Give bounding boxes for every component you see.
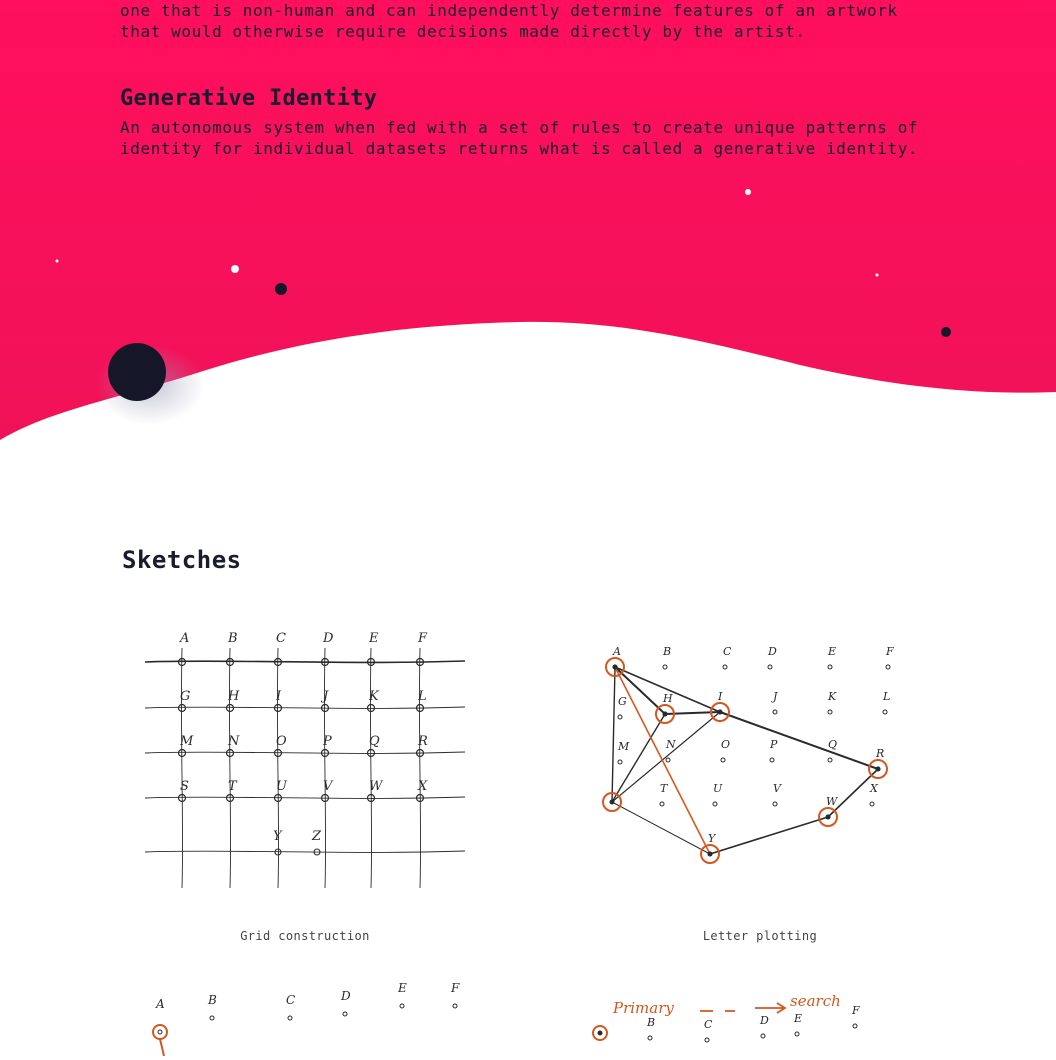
sketch-letter: V xyxy=(323,779,333,794)
plot-node xyxy=(883,710,887,714)
plot-connector xyxy=(160,1039,164,1056)
plot-node xyxy=(210,1016,214,1020)
plot-node xyxy=(828,665,832,669)
sketch-letter: Q xyxy=(828,738,838,751)
hero-wave-background xyxy=(0,0,1056,460)
sketch-letter: F xyxy=(886,645,894,658)
sketch-letter: C xyxy=(723,645,732,658)
primary-search-drawing xyxy=(585,978,885,1056)
sketch-letter: P xyxy=(770,738,778,751)
plot-node-filled xyxy=(708,852,713,857)
sketch-letter: X xyxy=(870,782,878,795)
intro-text-block xyxy=(120,0,940,42)
letter-plot-drawing xyxy=(590,630,920,870)
highlight-circle xyxy=(153,1025,167,1039)
sketch-letter: N xyxy=(228,734,240,749)
sketch-letter: V xyxy=(773,782,781,795)
sketch-letter: O xyxy=(721,738,731,751)
sketch-primary-search xyxy=(585,978,885,1056)
sketch-letter: J xyxy=(773,690,778,703)
plot-node xyxy=(663,665,667,669)
sketch-letter: T xyxy=(660,782,668,795)
hero-section xyxy=(0,0,1056,460)
sketch-letter: Y xyxy=(273,829,282,844)
plot-node xyxy=(770,758,774,762)
dark-orb xyxy=(108,343,166,401)
sketch-letter: B xyxy=(647,1016,656,1029)
sketch-letter: D xyxy=(768,645,777,658)
plot-node-filled xyxy=(663,712,668,717)
sketch-letter: Z xyxy=(312,829,322,844)
grid-sketch-drawing xyxy=(140,620,470,895)
sketches-title: Sketches xyxy=(122,546,242,574)
plot-node xyxy=(828,710,832,714)
sketch-letter: B xyxy=(208,993,217,1007)
intro-paragraph: one that is non-human and can independently determine features of an artwork that would otherwise require decisions made directly by the artist. xyxy=(120,1,898,41)
plot-connector xyxy=(612,667,615,802)
sketch-letter: D xyxy=(760,1014,769,1027)
plot-node xyxy=(768,665,772,669)
plot-node xyxy=(761,1034,765,1038)
plot-node xyxy=(705,1038,709,1042)
sketch-grid-construction xyxy=(140,620,470,895)
plot-node xyxy=(795,1032,799,1036)
sketch-letter: E xyxy=(398,981,407,995)
sketch-letter: G xyxy=(180,689,191,704)
dark-dot xyxy=(275,283,287,295)
sketch-letter: I xyxy=(276,689,282,704)
sketch-letter: J xyxy=(323,689,329,704)
sketch-letter: P xyxy=(323,734,332,749)
section-paragraph: An autonomous system when fed with a set of rules to create unique patterns of identity for individual datasets returns what is called a generative identity. xyxy=(120,118,919,158)
grid-node xyxy=(227,705,234,712)
sketch-letter: A xyxy=(156,997,165,1011)
sketch-letter: U xyxy=(713,782,723,795)
sketch-letter: W xyxy=(369,779,383,794)
plot-node xyxy=(773,710,777,714)
generative-identity-block xyxy=(120,86,940,159)
plot-connector xyxy=(710,817,828,854)
plot-node xyxy=(666,758,670,762)
plot-node xyxy=(713,802,717,806)
grid-line xyxy=(145,851,465,852)
sketch-letter-dots xyxy=(140,978,480,1056)
sketch-letter: E xyxy=(369,631,379,646)
plot-node xyxy=(400,1004,404,1008)
sketch-letter: E xyxy=(828,645,837,658)
sketch-letter: E xyxy=(794,1012,803,1025)
plot-node xyxy=(886,665,890,669)
sketch-letter: F xyxy=(451,981,460,995)
plot-node xyxy=(618,760,622,764)
sketch-letter: K xyxy=(828,690,837,703)
sketch-letter: L xyxy=(418,689,427,704)
sketch-letter: U xyxy=(276,779,287,794)
plot-node xyxy=(648,1036,652,1040)
plot-node xyxy=(773,802,777,806)
plot-node xyxy=(343,1012,347,1016)
plot-connector xyxy=(720,712,878,769)
letter-dots-drawing xyxy=(140,978,480,1056)
primary-annotation: Primary xyxy=(613,999,674,1017)
sketch-letter: Q xyxy=(369,734,380,749)
sketch-letter: H xyxy=(228,689,240,704)
sketch-letter: I xyxy=(718,690,723,703)
plot-node-filled xyxy=(826,815,831,820)
sketch-letter: M xyxy=(618,740,630,753)
plot-node xyxy=(870,802,874,806)
plot-node-filled xyxy=(613,665,618,670)
sketch-letter: A xyxy=(613,645,621,658)
sketch-letter: C xyxy=(286,993,296,1007)
plot-connector xyxy=(612,714,665,802)
sketch-letter: M xyxy=(180,734,194,749)
white-dot xyxy=(745,189,751,195)
section-heading: Generative Identity xyxy=(120,86,378,111)
plot-node-filled xyxy=(610,800,615,805)
white-dot xyxy=(56,260,59,263)
sketch-letter: A xyxy=(180,631,190,646)
sketch-letter: C xyxy=(704,1018,713,1031)
sketch-letter: B xyxy=(228,631,238,646)
sketch-letter: F xyxy=(852,1004,860,1017)
plot-node-filled xyxy=(876,767,881,772)
plot-node xyxy=(453,1004,457,1008)
sketch-letter: T xyxy=(228,779,237,794)
sketch-letter: G xyxy=(618,695,627,708)
sketch-letter-plotting xyxy=(590,630,920,870)
white-dot xyxy=(876,274,879,277)
sketch-letter: S xyxy=(180,779,189,794)
sketch-letter: R xyxy=(876,747,885,760)
sketch-letter: L xyxy=(883,690,891,703)
sketch-letter: W xyxy=(826,795,838,808)
white-dot xyxy=(231,265,239,273)
plot-node xyxy=(853,1024,857,1028)
grid-line xyxy=(181,648,182,888)
dark-dot xyxy=(941,327,951,337)
sketch-letter: N xyxy=(666,738,676,751)
sketch-letter: R xyxy=(418,734,428,749)
plot-node xyxy=(158,1030,162,1034)
plot-node xyxy=(618,715,622,719)
sketch-letter: C xyxy=(276,631,286,646)
sketch-letter: Y xyxy=(708,832,716,845)
grid-node xyxy=(179,705,186,712)
grid-line xyxy=(229,648,230,888)
sketch-letter: D xyxy=(341,989,351,1003)
sketch-caption: Letter plotting xyxy=(702,929,818,943)
plot-node xyxy=(828,758,832,762)
sketch-letter: D xyxy=(323,631,334,646)
sketch-letter: O xyxy=(276,734,287,749)
arrow-stroke xyxy=(700,1003,785,1013)
search-annotation: search xyxy=(790,992,841,1010)
plot-connector xyxy=(612,802,710,854)
plot-node xyxy=(721,758,725,762)
sketch-letter: H xyxy=(663,692,673,705)
sketch-caption: Grid construction xyxy=(240,929,370,943)
plot-node xyxy=(723,665,727,669)
plot-node xyxy=(288,1016,292,1020)
plot-node-filled xyxy=(598,1031,603,1036)
plot-node xyxy=(660,802,664,806)
sketch-letter: B xyxy=(663,645,672,658)
sketch-letter: X xyxy=(418,779,428,794)
sketch-letter: K xyxy=(369,689,379,704)
sketch-letter: F xyxy=(418,631,428,646)
plot-node-filled xyxy=(718,710,723,715)
